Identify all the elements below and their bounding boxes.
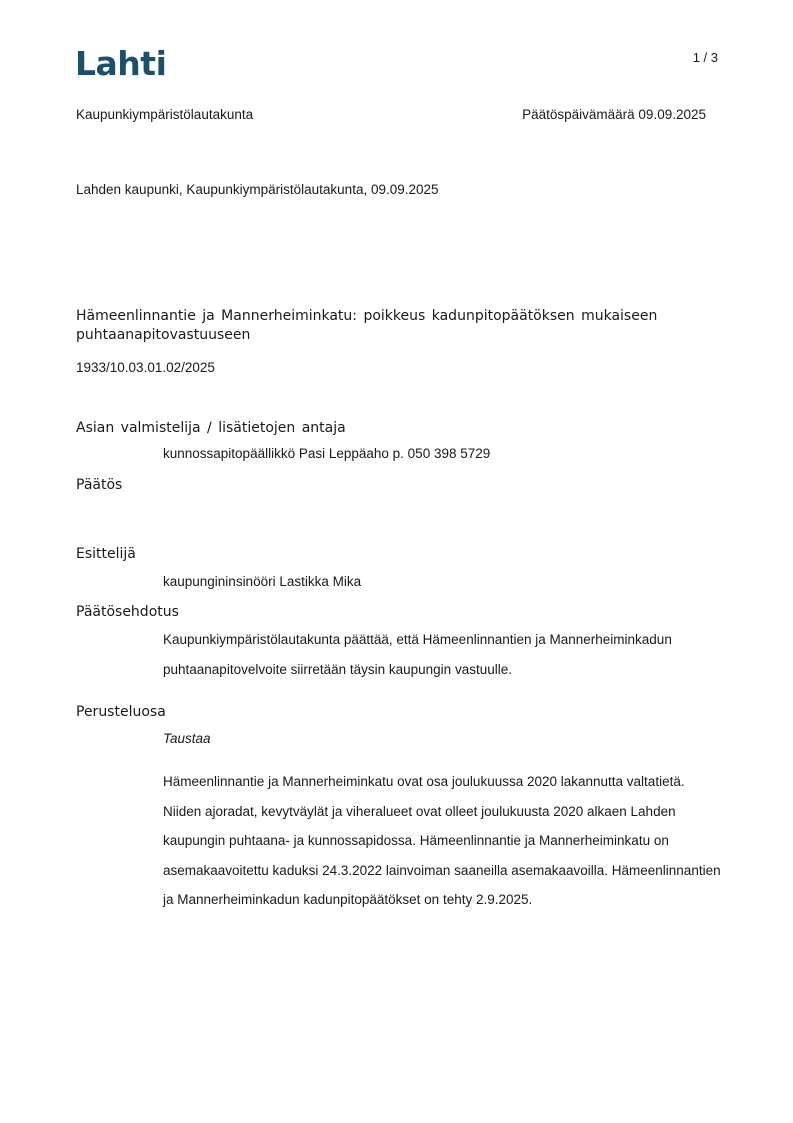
preparer-heading: Asian valmistelija / lisätietojen antaja xyxy=(76,420,346,436)
proposal-heading: Päätösehdotus xyxy=(76,604,179,620)
reasons-heading: Perusteluosa xyxy=(76,704,166,720)
diary-number: 1933/10.03.01.02/2025 xyxy=(76,360,215,375)
presenter-text: kaupungininsinööri Lastikka Mika xyxy=(163,574,362,589)
preparer-text: kunnossapitopäällikkö Pasi Leppäaho p. 050 398 5729 xyxy=(163,446,491,461)
decision-heading: Päätös xyxy=(76,477,123,493)
page-number: 1 / 3 xyxy=(692,50,718,65)
board-name: Kaupunkiympäristölautakunta xyxy=(76,107,254,122)
document-title: Hämeenlinnantie ja Mannerheiminkatu: poikkeus kadunpitopäätöksen mukaiseen puhtaanapitovastuuseen xyxy=(76,308,658,343)
presenter-heading: Esittelijä xyxy=(76,546,136,562)
background-subheading: Taustaa xyxy=(163,731,211,746)
proposal-text: Kaupunkiympäristölautakunta päättää, että Hämeenlinnantien ja Mannerheiminkadun puhtaanapitovelvoite siirretään täysin kaupungin vastuulle. xyxy=(163,632,672,677)
decision-date: Päätöspäivämäärä 09.09.2025 xyxy=(522,107,706,122)
background-text: Hämeenlinnantie ja Mannerheiminkatu ovat osa joulukuussa 2020 lakannutta valtatietä. Niiden ajoradat, kevytväylät ja viheralueet ovat olleet joulukuusta 2020 alkaen Lahden kaupungin puhtaana- ja kunnossapidossa. Hämeenlinnantie ja Mannerheiminkatu on asemakaavoitettu kaduksi 24.3.2022 lainvoiman saaneilla asemakaavoilla. Hämeenlinnantien ja Mannerheiminkadun kadunpitopäätökset on tehty 2.9.2025. xyxy=(163,774,721,907)
lahti-logo: Lahti xyxy=(75,44,167,83)
intro-line: Lahden kaupunki, Kaupunkiympäristölautakunta, 09.09.2025 xyxy=(76,182,439,197)
